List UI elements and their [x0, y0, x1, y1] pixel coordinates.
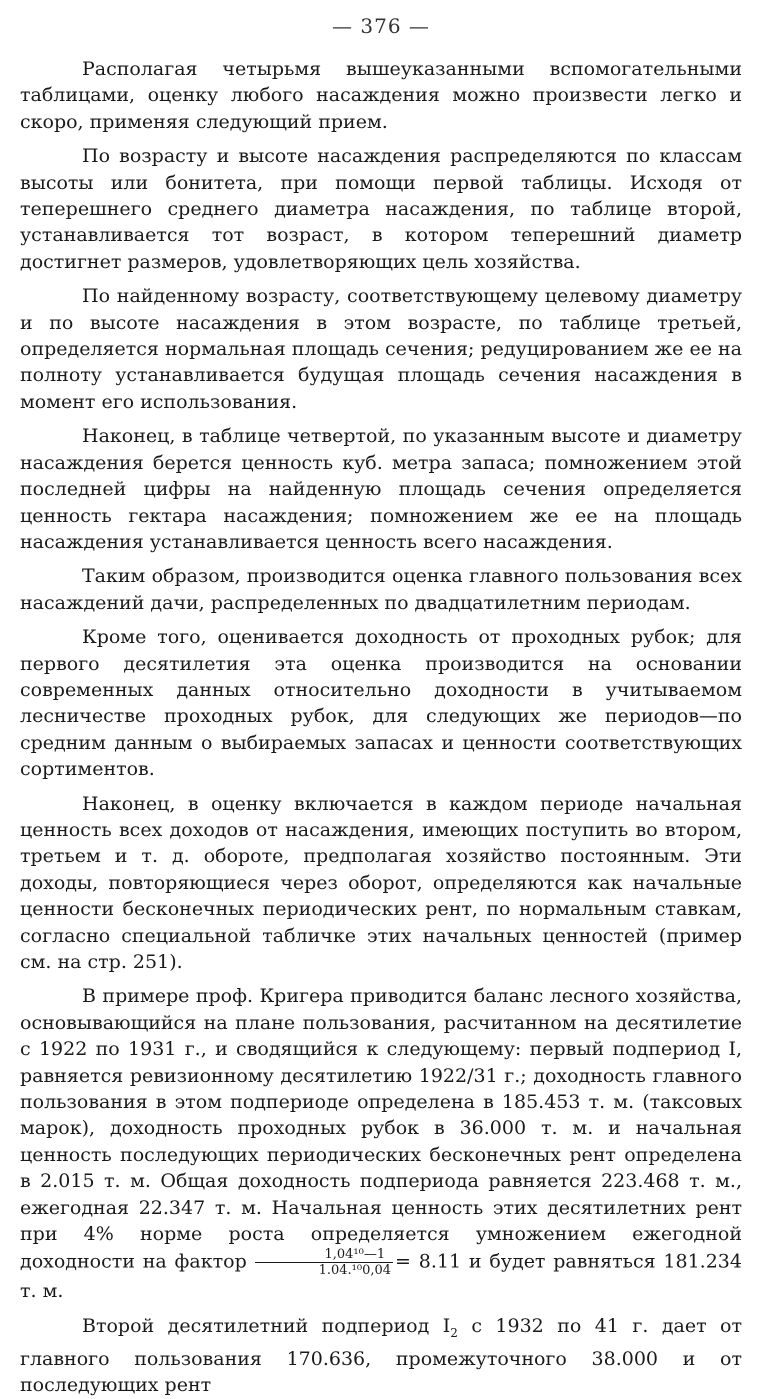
paragraph-2: По возрасту и высоте насаждения распределяются по классам высоты или бонитета, при помощи первой таблицы. Исходя от теперешнего среднего диаметра насаждения, по таблице второй, устанавливается тот возраст, в котором теперешний диаметр достигнет размеров, удовлетворяющих цель хозяйства.	[20, 145, 742, 273]
paragraph-4: Наконец, в таблице четвертой, по указанным высоте и диаметру насаждения берется ценность куб. метра запаса; помножением этой последней цифры на найденную площадь сечения определяется ценность гектара насаждения; помножением же ее на площадь насаждения устанавливается ценность всего насаждения.	[20, 425, 742, 553]
paragraph-7: Наконец, в оценку включается в каждом периоде начальная ценность всех доходов от насаждения, имеющих поступить во втором, третьем и т. д. обороте, предполагая хозяйство постоянным. Эти доходы, повторяющиеся через оборот, определяются как начальные ценности бесконечных периодических рент, по нормальным ставкам, согласно специальной табличке этих начальных ценностей (пример см. на стр. 251).	[20, 792, 742, 973]
subperiod-subscript: 2	[450, 1325, 458, 1340]
krieger-text: В примере проф. Кригера приводится баланс лесного хозяйства, основывающийся на плане пользования, расчитанном на десятилетие с 1922 по 1931 г., и сводящийся к следующему: первый подпериод I, равняется ревизионному десятилетию 1922/31 г.; доходность главного пользования в этом подпериоде определена в 185.453 т. м. (таксовых марок), доходность проходных рубок в 36.000 т. м. и начальная ценность последующих периодических бесконечных рент определена в 2.015 т. м. Общая доходность подпериода равняется 223.468 т. м., ежегодная 22.347 т. м. Начальная ценность этих десятилетних рент при 4% норме роста определяется умножением ежегодной доходности на фактор	[20, 985, 742, 1273]
page-number: — 376 —	[332, 14, 430, 38]
paragraph-6: Кроме того, оценивается доходность от проходных рубок; для первого десятилетия эта оценка производится на основании современных данных относительно доходности в учитываемом лесничестве проходных рубок, для следующих же периодов—по средним данным о выбираемых запасах и ценности соответствующих сортиментов.	[20, 626, 742, 781]
paragraph-3: По найденному возрасту, соответствующему целевому диаметру и по высоте насаждения в этом возрасте, по таблице третьей, определяется нормальная площадь сечения; редуцированием же ее на полноту устанавливается будущая площадь сечения насаждения в момент его использования.	[20, 285, 742, 413]
paragraph-1: Располагая четырьмя вышеуказанными вспомогательными таблицами, оценку любого насаждения можно произвести легко и скоро, применяя следующий прием.	[20, 58, 742, 133]
paragraph-5: Таким образом, производится оценка главного пользования всех насаждений дачи, распределенных по двадцатилетним периодам.	[20, 565, 742, 614]
paragraph-krieger-example	[20, 983, 742, 1304]
after-fraction-text: = 8.11 и будет равняться 181.234 т. м.	[20, 1250, 742, 1303]
fraction-numerator: 1,04¹⁰—1	[255, 1247, 393, 1263]
paragraph-second-subperiod	[20, 1313, 742, 1399]
fraction-denominator: 1.04.¹⁰0,04	[318, 1263, 392, 1279]
second-subperiod-text-a: Второй десятилетний подпериод I	[82, 1314, 451, 1337]
second-subperiod-text-b: с 1932 по 41 г. дает от главного пользования 170.636, промежуточного 38.000 и от последующих рент	[20, 1314, 742, 1397]
